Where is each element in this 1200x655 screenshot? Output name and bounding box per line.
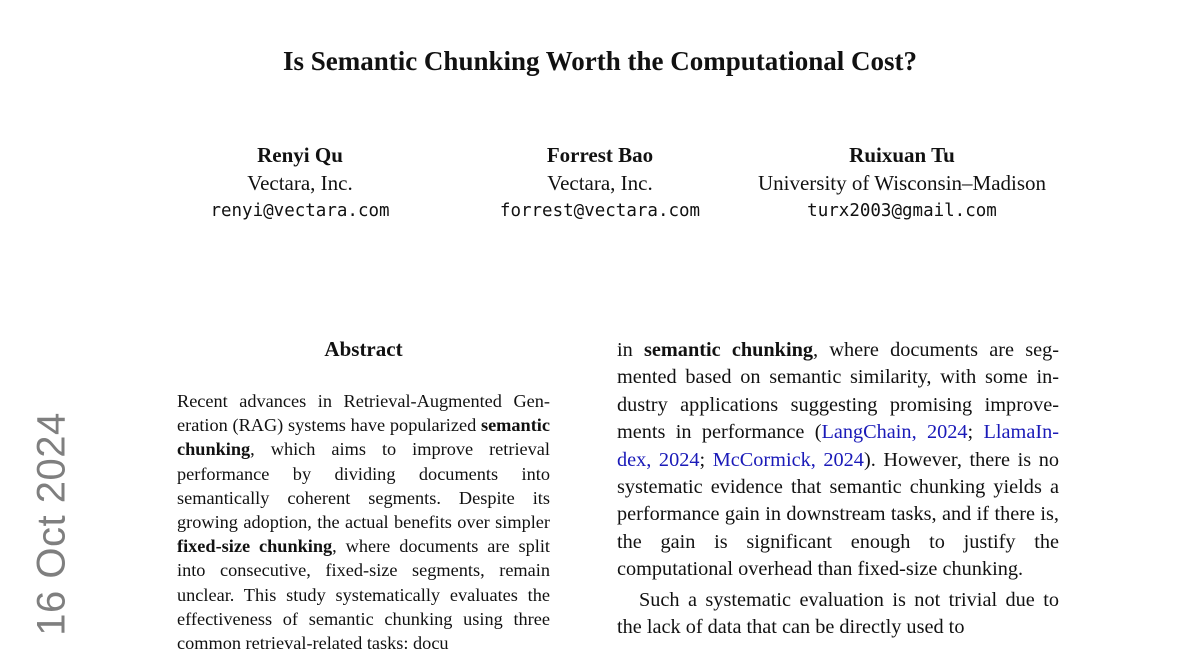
abstract-text: , where documents are split into consecutive, fixed-size segments, remain unclear. This study systematically evaluates the effectiveness of semantic chunking using three common retrieval-related tasks: docu <box>177 536 550 654</box>
author-block <box>722 141 1082 225</box>
intro-bold-term: semantic chunking <box>644 339 814 361</box>
abstract-bold-term: semantic chunking <box>177 415 550 460</box>
author-email: renyi@vectara.com <box>210 201 390 221</box>
abstract-text: , which aims to improve retrieval performance by dividing documents into semantically coherent segments. Despite its growing adoption, the actual benefits over simpler <box>177 439 550 533</box>
author-name: Forrest Bao <box>546 143 654 167</box>
arxiv-date-stamp: 16 Oct 2024 <box>29 412 74 636</box>
author-email: forrest@vectara.com <box>499 201 701 221</box>
author-block <box>150 141 450 225</box>
intro-text: , where documents are segmented based on semantic similarity, with some industry applications suggesting promising improvements in performance ( <box>617 339 1059 444</box>
citation-separator: ; <box>967 421 984 444</box>
abstract-heading: Abstract <box>324 337 403 361</box>
abstract-bold-term: fixed-size chunking <box>177 536 333 557</box>
intro-paragraph <box>617 337 1059 584</box>
author-name: Renyi Qu <box>257 143 343 167</box>
author-name: Ruixuan Tu <box>849 143 955 167</box>
introduction-column <box>617 337 1059 641</box>
author-block <box>450 141 750 225</box>
author-affiliation: University of Wisconsin–Madison <box>757 171 1047 195</box>
author-affiliation: Vectara, Inc. <box>247 171 353 195</box>
intro-paragraph: Such a systematic evaluation is not trivial due to the lack of data that can be directly used to <box>617 588 1059 639</box>
intro-text: ). However, there is no systematic evidence that semantic chunking yields a performance gain in downstream tasks, and if there is, the gain is significant enough to justify the computational overhead than fixed-size chunking. <box>617 448 1059 581</box>
paper-title: Is Semantic Chunking Worth the Computational Cost? <box>282 46 918 76</box>
abstract-body <box>177 389 550 655</box>
abstract-text: Recent advances in Retrieval-Augmented Generation (RAG) systems have popularized <box>177 391 550 436</box>
citation-link[interactable]: LangChain, 2024 <box>821 421 968 444</box>
citation-link[interactable]: McCormick, 2024 <box>712 448 864 471</box>
citation-link[interactable]: LlamaIndex, 2024 <box>617 421 1059 471</box>
author-email: turx2003@gmail.com <box>807 201 997 221</box>
author-affiliation: Vectara, Inc. <box>547 171 653 195</box>
intro-text: in <box>617 339 645 361</box>
citation-separator: ; <box>699 448 713 471</box>
